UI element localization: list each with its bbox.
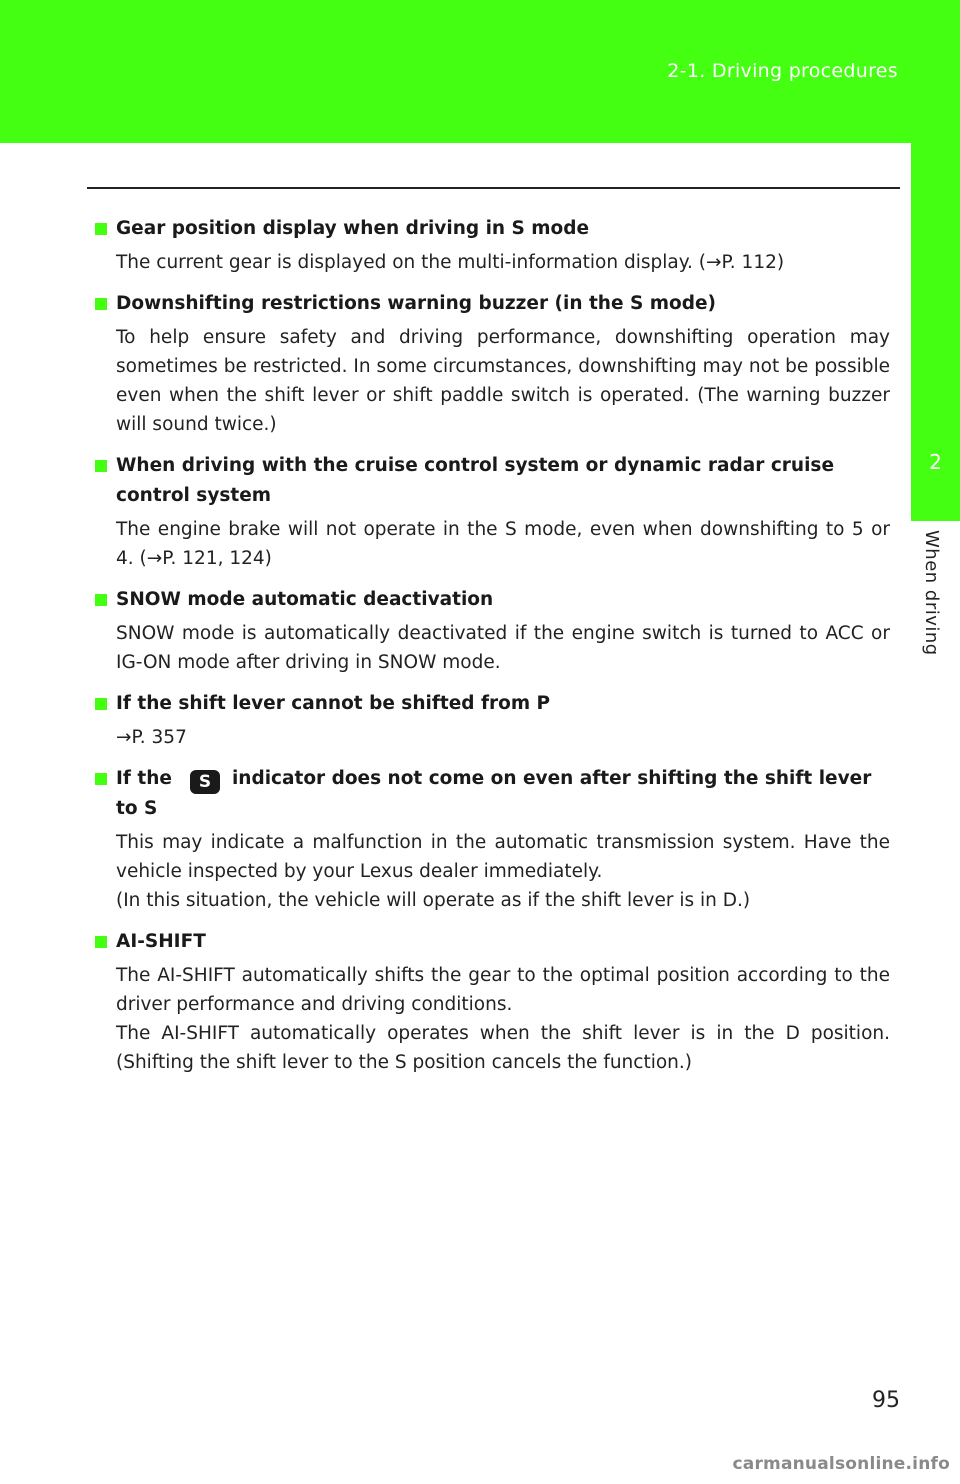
section-heading	[95, 764, 890, 824]
section-ai-shift	[95, 927, 890, 1077]
heading-text: Downshifting restrictions warning buzzer (in the S mode)	[116, 293, 716, 314]
header-rule	[87, 187, 900, 189]
bullet-square-icon	[95, 223, 107, 235]
paragraph: SNOW mode is automatically deactivated if the engine switch is turned to ACC or IG-ON mode after driving in SNOW mode.	[116, 623, 890, 673]
section-heading	[95, 689, 890, 719]
section-body	[116, 723, 890, 752]
paragraph: This may indicate a malfunction in the automatic transmission system. Have the vehicle inspected by your Lexus dealer immediately.	[116, 832, 890, 882]
heading-prefix: If the	[116, 768, 172, 789]
section-heading	[95, 214, 890, 244]
chapter-number: 2	[929, 450, 942, 474]
section-cruise-control	[95, 451, 890, 573]
section-downshift-buzzer	[95, 289, 890, 439]
paragraph: The AI-SHIFT automatically operates when the shift lever is in the D position. (Shifting the shift lever to the S position cancels the function.)	[116, 1023, 890, 1073]
section-gear-display	[95, 214, 890, 277]
paragraph: The current gear is displayed on the multi-information display. (→P. 112)	[116, 252, 785, 273]
section-body	[116, 828, 890, 915]
heading-text: AI-SHIFT	[116, 931, 206, 952]
section-body	[116, 961, 890, 1077]
section-heading	[95, 451, 890, 511]
bullet-square-icon	[95, 460, 107, 472]
paragraph: (In this situation, the vehicle will operate as if the shift lever is in D.)	[116, 890, 751, 911]
section-title: 2-1. Driving procedures	[667, 60, 898, 82]
section-body	[116, 248, 890, 277]
heading-text: When driving with the cruise control system or dynamic radar cruise control system	[116, 455, 834, 506]
bullet-square-icon	[95, 594, 107, 606]
section-heading	[95, 927, 890, 957]
section-shift-from-p	[95, 689, 890, 752]
paragraph: The engine brake will not operate in the S mode, even when downshifting to 5 or 4. (→P. 121, 124)	[116, 519, 890, 569]
section-body	[116, 515, 890, 573]
heading-text	[116, 764, 890, 824]
section-body	[116, 323, 890, 439]
bullet-square-icon	[95, 698, 107, 710]
heading-text: SNOW mode automatic deactivation	[116, 589, 494, 610]
paragraph: The AI-SHIFT automatically shifts the gear to the optimal position according to the driver performance and driving conditions.	[116, 965, 890, 1015]
section-heading	[95, 289, 890, 319]
heading-text: If the shift lever cannot be shifted from P	[116, 693, 551, 714]
section-heading	[95, 585, 890, 615]
heading-suffix: indicator does not come on even after shifting the shift lever to S	[116, 768, 872, 819]
page-reference: →P. 357	[116, 727, 187, 748]
section-snow-mode	[95, 585, 890, 677]
s-indicator-icon: S	[190, 770, 220, 794]
chapter-label: When driving	[921, 530, 942, 656]
chapter-tab-divider	[911, 519, 960, 521]
paragraph: To help ensure safety and driving performance, downshifting operation may sometimes be restricted. In some circumstances, downshifting may not be possible even when the shift lever or shift paddle switch is operated. (The warning buzzer will sound twice.)	[116, 327, 890, 435]
section-s-indicator	[95, 764, 890, 915]
watermark-link[interactable]: carmanualsonline.info	[732, 1454, 950, 1474]
heading-text: Gear position display when driving in S mode	[116, 218, 590, 239]
content	[95, 214, 890, 1089]
bullet-square-icon	[95, 936, 107, 948]
bullet-square-icon	[95, 773, 107, 785]
bullet-square-icon	[95, 298, 107, 310]
page-number: 95	[872, 1388, 900, 1413]
section-body	[116, 619, 890, 677]
